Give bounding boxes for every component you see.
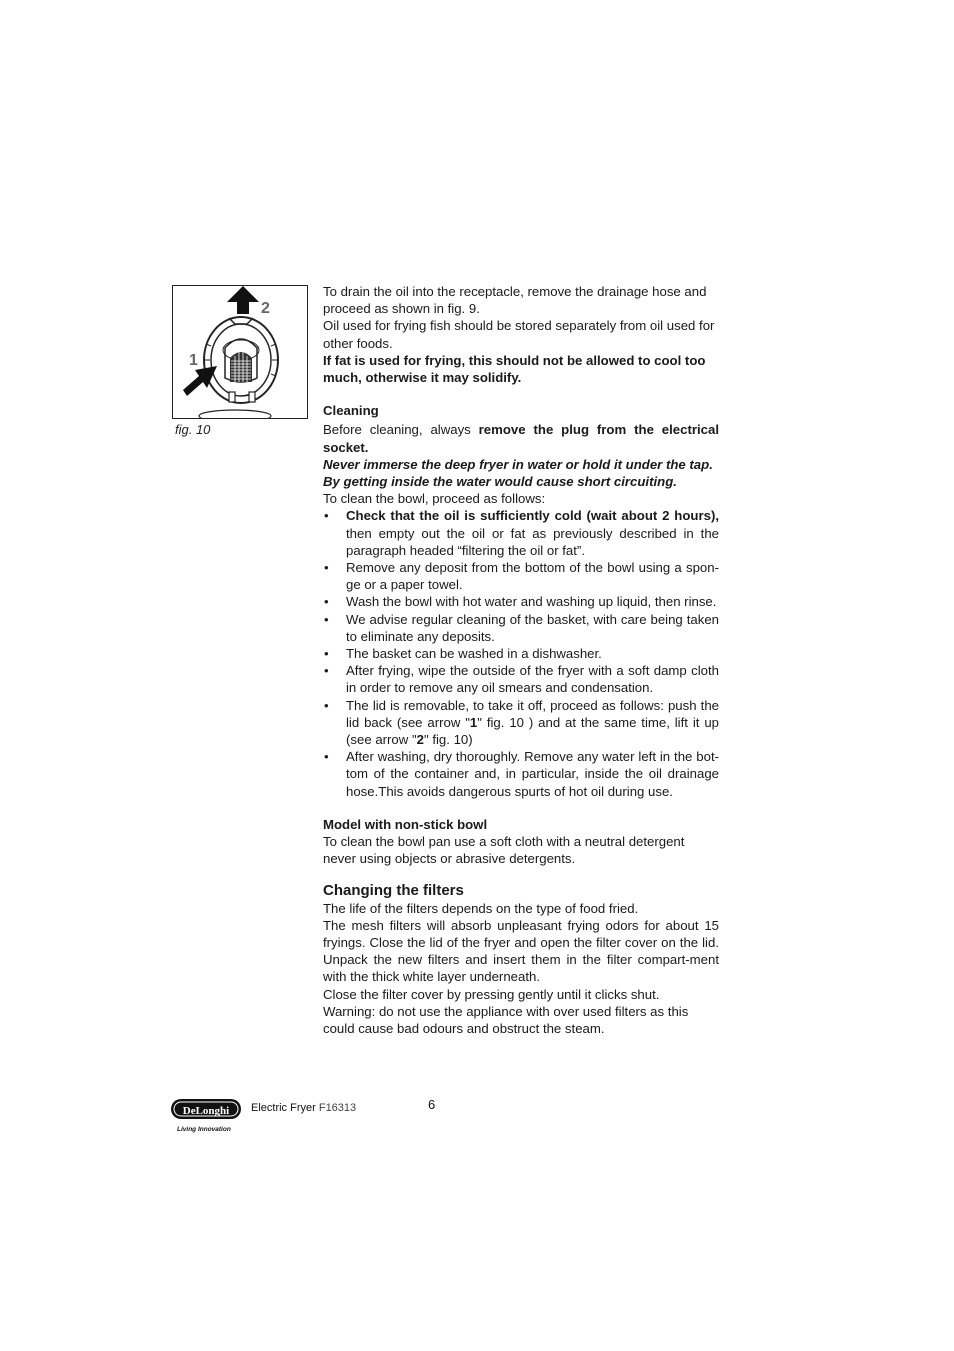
list-item-text: " fig. 10 ) and at the same time, lift it up (see arrow " bbox=[346, 714, 719, 748]
list-item-text: then empty out the oil or fat as previously described in the paragraph headed “filtering the oil or fat”. bbox=[346, 525, 719, 558]
arrow-ref-1: 1 bbox=[469, 714, 478, 730]
intro-paragraph-3: If fat is used for frying, this should not be allowed to cool too much, otherwise it may solidify. bbox=[323, 352, 706, 386]
list-item bbox=[323, 507, 719, 559]
list-item-bold: Check that the oil is sufficiently cold (wait about 2 hours), bbox=[346, 508, 719, 524]
list-item: • After frying, wipe the outside of the fryer with a soft damp cloth in order to remove any oil smears and condensation. bbox=[323, 662, 719, 696]
list-item: • After washing, dry thoroughly. Remove any water left in the bot-tom of the container and, in particular, inside the oil drainage hose.This avoids dangerous spurts of hot oil during use. bbox=[323, 748, 719, 800]
brand-logo bbox=[171, 1097, 241, 1137]
cleaning-warning: Never immerse the deep fryer in water or hold it under the tap. By getting inside the water would cause short circuiting. bbox=[323, 456, 713, 490]
product-name: Electric Fryer bbox=[251, 1102, 316, 1114]
list-item: • The basket can be washed in a dishwasher. bbox=[323, 645, 719, 662]
page-number: 6 bbox=[428, 1097, 436, 1112]
arrow-1-label: 1 bbox=[189, 352, 198, 369]
cleaning-intro: To clean the bowl, proceed as follows: bbox=[323, 491, 546, 507]
cleaning-before-text: Before cleaning, always bbox=[323, 422, 479, 438]
arrow-ref-2: 2 bbox=[416, 732, 424, 748]
model-number: F16313 bbox=[318, 1102, 357, 1114]
cleaning-before-bold: remove the plug from the electrical socket. bbox=[323, 422, 719, 455]
intro-paragraph-2: Oil used for frying fish should be stored separately from oil used for other foods. bbox=[323, 318, 715, 351]
filters-paragraph-2: The mesh filters will absorb unpleasant frying odors for about 15 fryings. Close the lid of the fryer and open the filter cover on the lid. Unpack the new filters and insert them in the filter compart-ment with the thick white layer underneath. bbox=[323, 917, 719, 985]
cleaning-before bbox=[323, 421, 719, 455]
list-item bbox=[323, 697, 719, 749]
arrow-2-label: 2 bbox=[261, 300, 270, 317]
filters-heading: Changing the filters bbox=[323, 881, 464, 899]
arrow-up-icon bbox=[227, 286, 259, 314]
list-item-text: The lid is removable, to take it off, proceed as follows: push the lid back (see arrow " bbox=[346, 697, 719, 730]
figure-caption: fig. 10 bbox=[175, 422, 211, 437]
filters-paragraph-4: Warning: do not use the appliance with over used filters as this could cause bad odours and obstruct the steam. bbox=[323, 1003, 689, 1036]
cleaning-heading: Cleaning bbox=[323, 403, 379, 419]
svg-text:Living Innovation: Living Innovation bbox=[177, 1126, 231, 1133]
cleaning-list bbox=[323, 507, 719, 799]
nonstick-text: To clean the bowl pan use a soft cloth with a neutral detergent never using objects or abrasive detergents. bbox=[323, 834, 685, 867]
fryer-lid-illustration bbox=[173, 286, 307, 418]
list-item: • Remove any deposit from the bottom of the bowl using a spon-ge or a paper towel. bbox=[323, 559, 719, 593]
footer-title bbox=[251, 1102, 356, 1114]
intro-paragraph-1: To drain the oil into the receptacle, remove the drainage hose and proceed as shown in fig. 9. bbox=[323, 284, 707, 317]
figure-10 bbox=[172, 285, 308, 419]
filters-paragraph-1: The life of the filters depends on the type of food fried. bbox=[323, 900, 639, 916]
list-item: • We advise regular cleaning of the basket, with care being taken to eliminate any deposits. bbox=[323, 611, 719, 645]
main-text-column bbox=[323, 283, 719, 1037]
svg-text:DeLonghi: DeLonghi bbox=[182, 1105, 230, 1117]
list-item-text: " fig. 10) bbox=[423, 732, 473, 748]
filters-paragraph-3: Close the filter cover by pressing gently until it clicks shut. bbox=[323, 986, 660, 1002]
list-item: • Wash the bowl with hot water and washing up liquid, then rinse. bbox=[323, 593, 719, 610]
nonstick-heading: Model with non-stick bowl bbox=[323, 816, 488, 832]
